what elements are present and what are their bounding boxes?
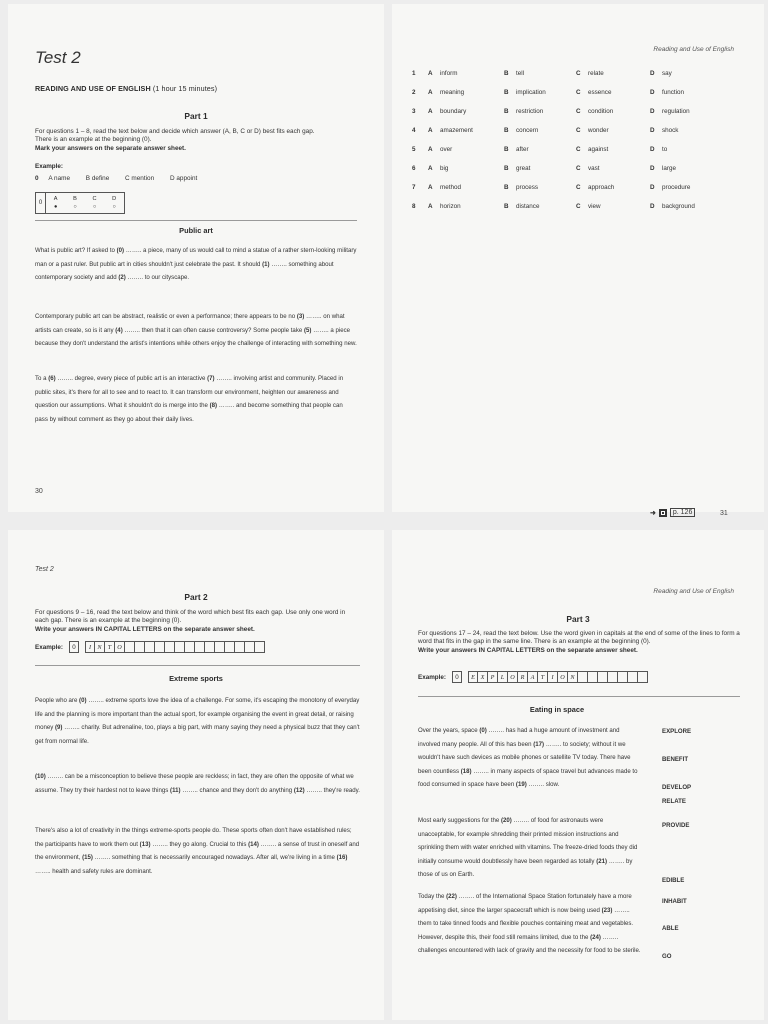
option-letter: D — [650, 108, 655, 115]
option-row — [412, 184, 752, 196]
divider — [418, 696, 740, 697]
answer-key-icon — [659, 509, 667, 517]
letter-box: I — [548, 671, 558, 683]
text-title: Eating in space — [529, 705, 585, 714]
page-number: 30 — [35, 488, 43, 495]
letter-box — [185, 641, 195, 653]
option-letter: B — [504, 165, 509, 172]
divider — [35, 220, 357, 221]
letter-box — [205, 641, 215, 653]
example-label: Example: — [35, 163, 63, 170]
option-c: view — [588, 203, 601, 210]
paragraph-1: People who are (0) …….. extreme sports love the idea of a challenge. For some, it's escaping the monotony of everyday life and the planning is more important than the actual sport, for example organising the event in great detail, or raising money (9) …….. charity. But adrenaline, too, plays a big part, with many saying they need a physical buzz that they can't get from normal life. — [35, 697, 360, 745]
option-c: approach — [588, 184, 615, 191]
option-c: essence — [588, 89, 612, 96]
letter-box: E — [468, 671, 478, 683]
paragraph-2: Contemporary public art can be abstract, realistic or even a performance; there appears to be no (3) …….. on what artists can create, so is it any (4) …….. then that it can often cause controversy? Some people take (5) …….. a piece because they don't understand the artist's intentions while others enjoy the challenge of interacting with something new. — [35, 313, 357, 348]
option-c: against — [588, 146, 609, 153]
letter-box: T — [105, 641, 115, 653]
option-letter: D — [650, 203, 655, 210]
option-letter: A — [428, 165, 433, 172]
page-part-3 — [392, 530, 764, 1020]
option-row — [412, 70, 752, 82]
word-prompt: BENEFIT — [662, 756, 689, 763]
option-row — [412, 108, 752, 120]
question-number: 5 — [412, 146, 416, 153]
letter-box — [588, 671, 598, 683]
letter-box — [135, 641, 145, 653]
option-letter: A — [428, 203, 433, 210]
page-reference — [650, 508, 695, 517]
word-prompt: ABLE — [662, 925, 679, 932]
option-letter: D — [650, 184, 655, 191]
page-30 — [8, 4, 384, 512]
option-letter: C — [576, 127, 581, 134]
option-a: amazement — [440, 127, 473, 134]
option-a: boundary — [440, 108, 467, 115]
example-label: Example: — [35, 643, 63, 651]
letter-box: O — [558, 671, 568, 683]
question-number: 4 — [412, 127, 416, 134]
letter-box — [125, 641, 135, 653]
option-letter: B — [504, 184, 509, 191]
section-heading: READING AND USE OF ENGLISH (1 hour 15 minutes) — [35, 84, 218, 93]
option-d: procedure — [662, 184, 691, 191]
option-letter: A — [428, 108, 433, 115]
example-row — [418, 671, 648, 683]
text-title: Extreme sports — [169, 674, 223, 683]
option-letter: B — [504, 146, 509, 153]
option-c: vast — [588, 165, 600, 172]
option-letter: D — [650, 165, 655, 172]
option-b: great — [516, 165, 531, 172]
paragraph-3: Today the (22) …….. of the International Space Station fortunately have a more appetising diet, since the larger spacecraft which is now being used (23) …….. them to take tinned foods and flexible pouches containing meat and vegetables. However, despite this, their food still remains limited, due to the (24) …….. challenges encountered with lack of gravity and the necessity for food to be sterile. — [418, 893, 641, 955]
option-a: horizon — [440, 203, 461, 210]
word-prompt: DEVELOP — [662, 784, 692, 791]
option-letter: D — [650, 70, 655, 77]
letter-box — [195, 641, 205, 653]
letter-box — [145, 641, 155, 653]
letter-box — [165, 641, 175, 653]
option-d: to — [662, 146, 668, 153]
letter-box — [608, 671, 618, 683]
paragraph-3: There's also a lot of creativity in the things extreme-sports people do. These sports often don't have established rules; the participants have to work them out (13) …….. they go along. Crucial to this (14) …….. a sense of trust in oneself and the environment, (15) …….. something that is necessarily encouraged nowadays. After all, we're living in a time (16) …….. health and safety rules are dominant. — [35, 827, 360, 875]
option-letter: B — [504, 203, 509, 210]
part-1-instructions: For questions 1 – 8, read the text below and decide which answer (A, B, C or D) best fits each gap. There is an example at the beginning (0). Mark your answers on the separate answer sheet. — [35, 128, 315, 152]
example-row — [35, 641, 265, 653]
letter-box — [155, 641, 165, 653]
word-prompt: EXPLORE — [662, 728, 692, 735]
letter-box — [628, 671, 638, 683]
option-b: implication — [516, 89, 546, 96]
option-letter: A — [428, 146, 433, 153]
option-b: tell — [516, 70, 525, 77]
page-number: 31 — [720, 510, 728, 517]
example-answer-grid: 0 A ● B ○ C ○ D ○ — [35, 192, 125, 214]
paragraph-1: What is public art? If asked to (0) …….. a piece, many of us would call to mind a statue of a rather stern-looking military man or a past ruler. But public art in cities shouldn't just celebrate the past. It should (1) …….. something about contemporary society and add (2) …….. to our cityscape. — [35, 247, 357, 282]
letter-box — [175, 641, 185, 653]
option-row — [412, 89, 752, 101]
letter-box: O — [508, 671, 518, 683]
option-a: big — [440, 165, 449, 172]
letter-box: T — [538, 671, 548, 683]
letter-box: X — [478, 671, 488, 683]
option-row — [412, 127, 752, 139]
letter-box: P — [488, 671, 498, 683]
option-letter: C — [576, 70, 581, 77]
option-d: say — [662, 70, 672, 77]
letter-box — [245, 641, 255, 653]
letter-box: O — [115, 641, 125, 653]
example-number: 0 — [69, 641, 79, 653]
option-d: shock — [662, 127, 679, 134]
option-letter: C — [576, 108, 581, 115]
option-letter: C — [576, 165, 581, 172]
option-d: background — [662, 203, 695, 210]
option-letter: B — [504, 89, 509, 96]
letter-box — [235, 641, 245, 653]
letter-box: I — [85, 641, 95, 653]
option-a: meaning — [440, 89, 465, 96]
letter-box: R — [518, 671, 528, 683]
example-letter-boxes — [468, 671, 648, 683]
part-3-instructions: For questions 17 – 24, read the text below. Use the word given in capitals at the end of some of the lines to form a word that fits in the gap in the same line. There is an example at the beginning (0). Write your answers IN CAPITAL LETTERS on the separate answer sheet. — [418, 630, 740, 654]
letter-box — [638, 671, 648, 683]
part-1-title: Part 1 — [184, 111, 208, 121]
letter-box — [225, 641, 235, 653]
option-letter: A — [428, 127, 433, 134]
option-letter: B — [504, 108, 509, 115]
running-header: Reading and Use of English — [653, 588, 734, 595]
question-number: 7 — [412, 184, 416, 191]
part-2-instructions: For questions 9 – 16, read the text below and think of the word which best fits each gap. Use only one word in each gap. There is an example at the beginning (0). Write your answers IN CAPITAL LETTERS on the separate answer sheet. — [35, 609, 346, 633]
option-letter: A — [428, 70, 433, 77]
part-3-title: Part 3 — [566, 614, 590, 624]
option-row — [412, 146, 752, 158]
option-letter: D — [650, 89, 655, 96]
option-a: inform — [440, 70, 458, 77]
option-b: concern — [516, 127, 539, 134]
option-letter: C — [576, 89, 581, 96]
option-letter: A — [428, 184, 433, 191]
letter-box: A — [528, 671, 538, 683]
option-letter: D — [650, 127, 655, 134]
question-number: 8 — [412, 203, 416, 210]
option-d: large — [662, 165, 677, 172]
paragraph-2: Most early suggestions for the (20) …….. of food for astronauts were unacceptable, for example shredding their printed mission instructions and sprinkling them with water enriched with vitamins. The freeze-dried foods they did initially consume would doubtlessly have been regarded as totally (21) …….. by those of us on Earth. — [418, 817, 638, 879]
letter-box: L — [498, 671, 508, 683]
option-b: distance — [516, 203, 540, 210]
option-letter: B — [504, 70, 509, 77]
option-d: regulation — [662, 108, 690, 115]
text-title: Public art — [179, 226, 213, 235]
option-letter: D — [650, 146, 655, 153]
running-header: Reading and Use of English — [653, 46, 734, 53]
letter-box — [618, 671, 628, 683]
letter-box: N — [568, 671, 578, 683]
option-row — [412, 165, 752, 177]
paragraph-3: To a (6) …….. degree, every piece of public art is an interactive (7) …….. involving artist and community. Placed in public sites, it's there for all to see and to react to. It can transform our environment, heighten our awareness and question our assumptions. What it shouldn't do is merge into the (8) …….. and become something that people can pass by without comment as they go about their daily lives. — [35, 375, 344, 423]
example-letter-boxes — [85, 641, 265, 653]
question-number: 1 — [412, 70, 416, 77]
option-c: condition — [588, 108, 614, 115]
example-label: Example: — [418, 673, 446, 681]
arrow-right-icon: ➜ — [650, 509, 656, 517]
word-prompt: GO — [662, 953, 672, 960]
example-number: 0 — [452, 671, 462, 683]
option-a: over — [440, 146, 453, 153]
letter-box — [578, 671, 588, 683]
option-d: function — [662, 89, 685, 96]
option-b: process — [516, 184, 539, 191]
option-letter: C — [576, 203, 581, 210]
option-b: after — [516, 146, 529, 153]
running-header: Test 2 — [35, 566, 54, 573]
option-b: restriction — [516, 108, 544, 115]
test-title: Test 2 — [35, 48, 81, 67]
example-options: 0 A name B define C mention D appoint — [35, 175, 198, 182]
word-prompt: RELATE — [662, 798, 686, 805]
option-a: method — [440, 184, 462, 191]
page-part-2 — [8, 530, 384, 1020]
page-31 — [392, 4, 764, 517]
option-letter: B — [504, 127, 509, 134]
option-letter: C — [576, 146, 581, 153]
word-prompt: PROVIDE — [662, 822, 690, 829]
word-prompt: INHABIT — [662, 898, 687, 905]
part-2-title: Part 2 — [184, 592, 208, 602]
paragraph-2: (10) …….. can be a misconception to believe these people are reckless; in fact, they are often the opposite of what we assume. They try their hardest not to leave things (11) …….. chance and they don't do anything (12) …….. they're ready. — [35, 773, 360, 794]
question-number: 3 — [412, 108, 416, 115]
letter-box: N — [95, 641, 105, 653]
letter-box — [255, 641, 265, 653]
page-ref-label: p. 126 — [670, 508, 695, 517]
option-c: relate — [588, 70, 604, 77]
word-prompt: EDIBLE — [662, 877, 685, 884]
question-number: 6 — [412, 165, 416, 172]
option-letter: C — [576, 184, 581, 191]
letter-box — [598, 671, 608, 683]
letter-box — [215, 641, 225, 653]
paragraph-1: Over the years, space (0) …….. has had a huge amount of investment and involved many people. All of this has been (17) …….. to society; without it we wouldn't have such devices as mobile phones or satellite TV today. There have been countless (18) …….. in many aspects of space travel but advances made to food consumed in space have been (19) …….. slow. — [418, 727, 638, 789]
option-c: wonder — [588, 127, 609, 134]
divider — [35, 665, 360, 666]
option-letter: A — [428, 89, 433, 96]
question-number: 2 — [412, 89, 416, 96]
option-row — [412, 203, 752, 215]
